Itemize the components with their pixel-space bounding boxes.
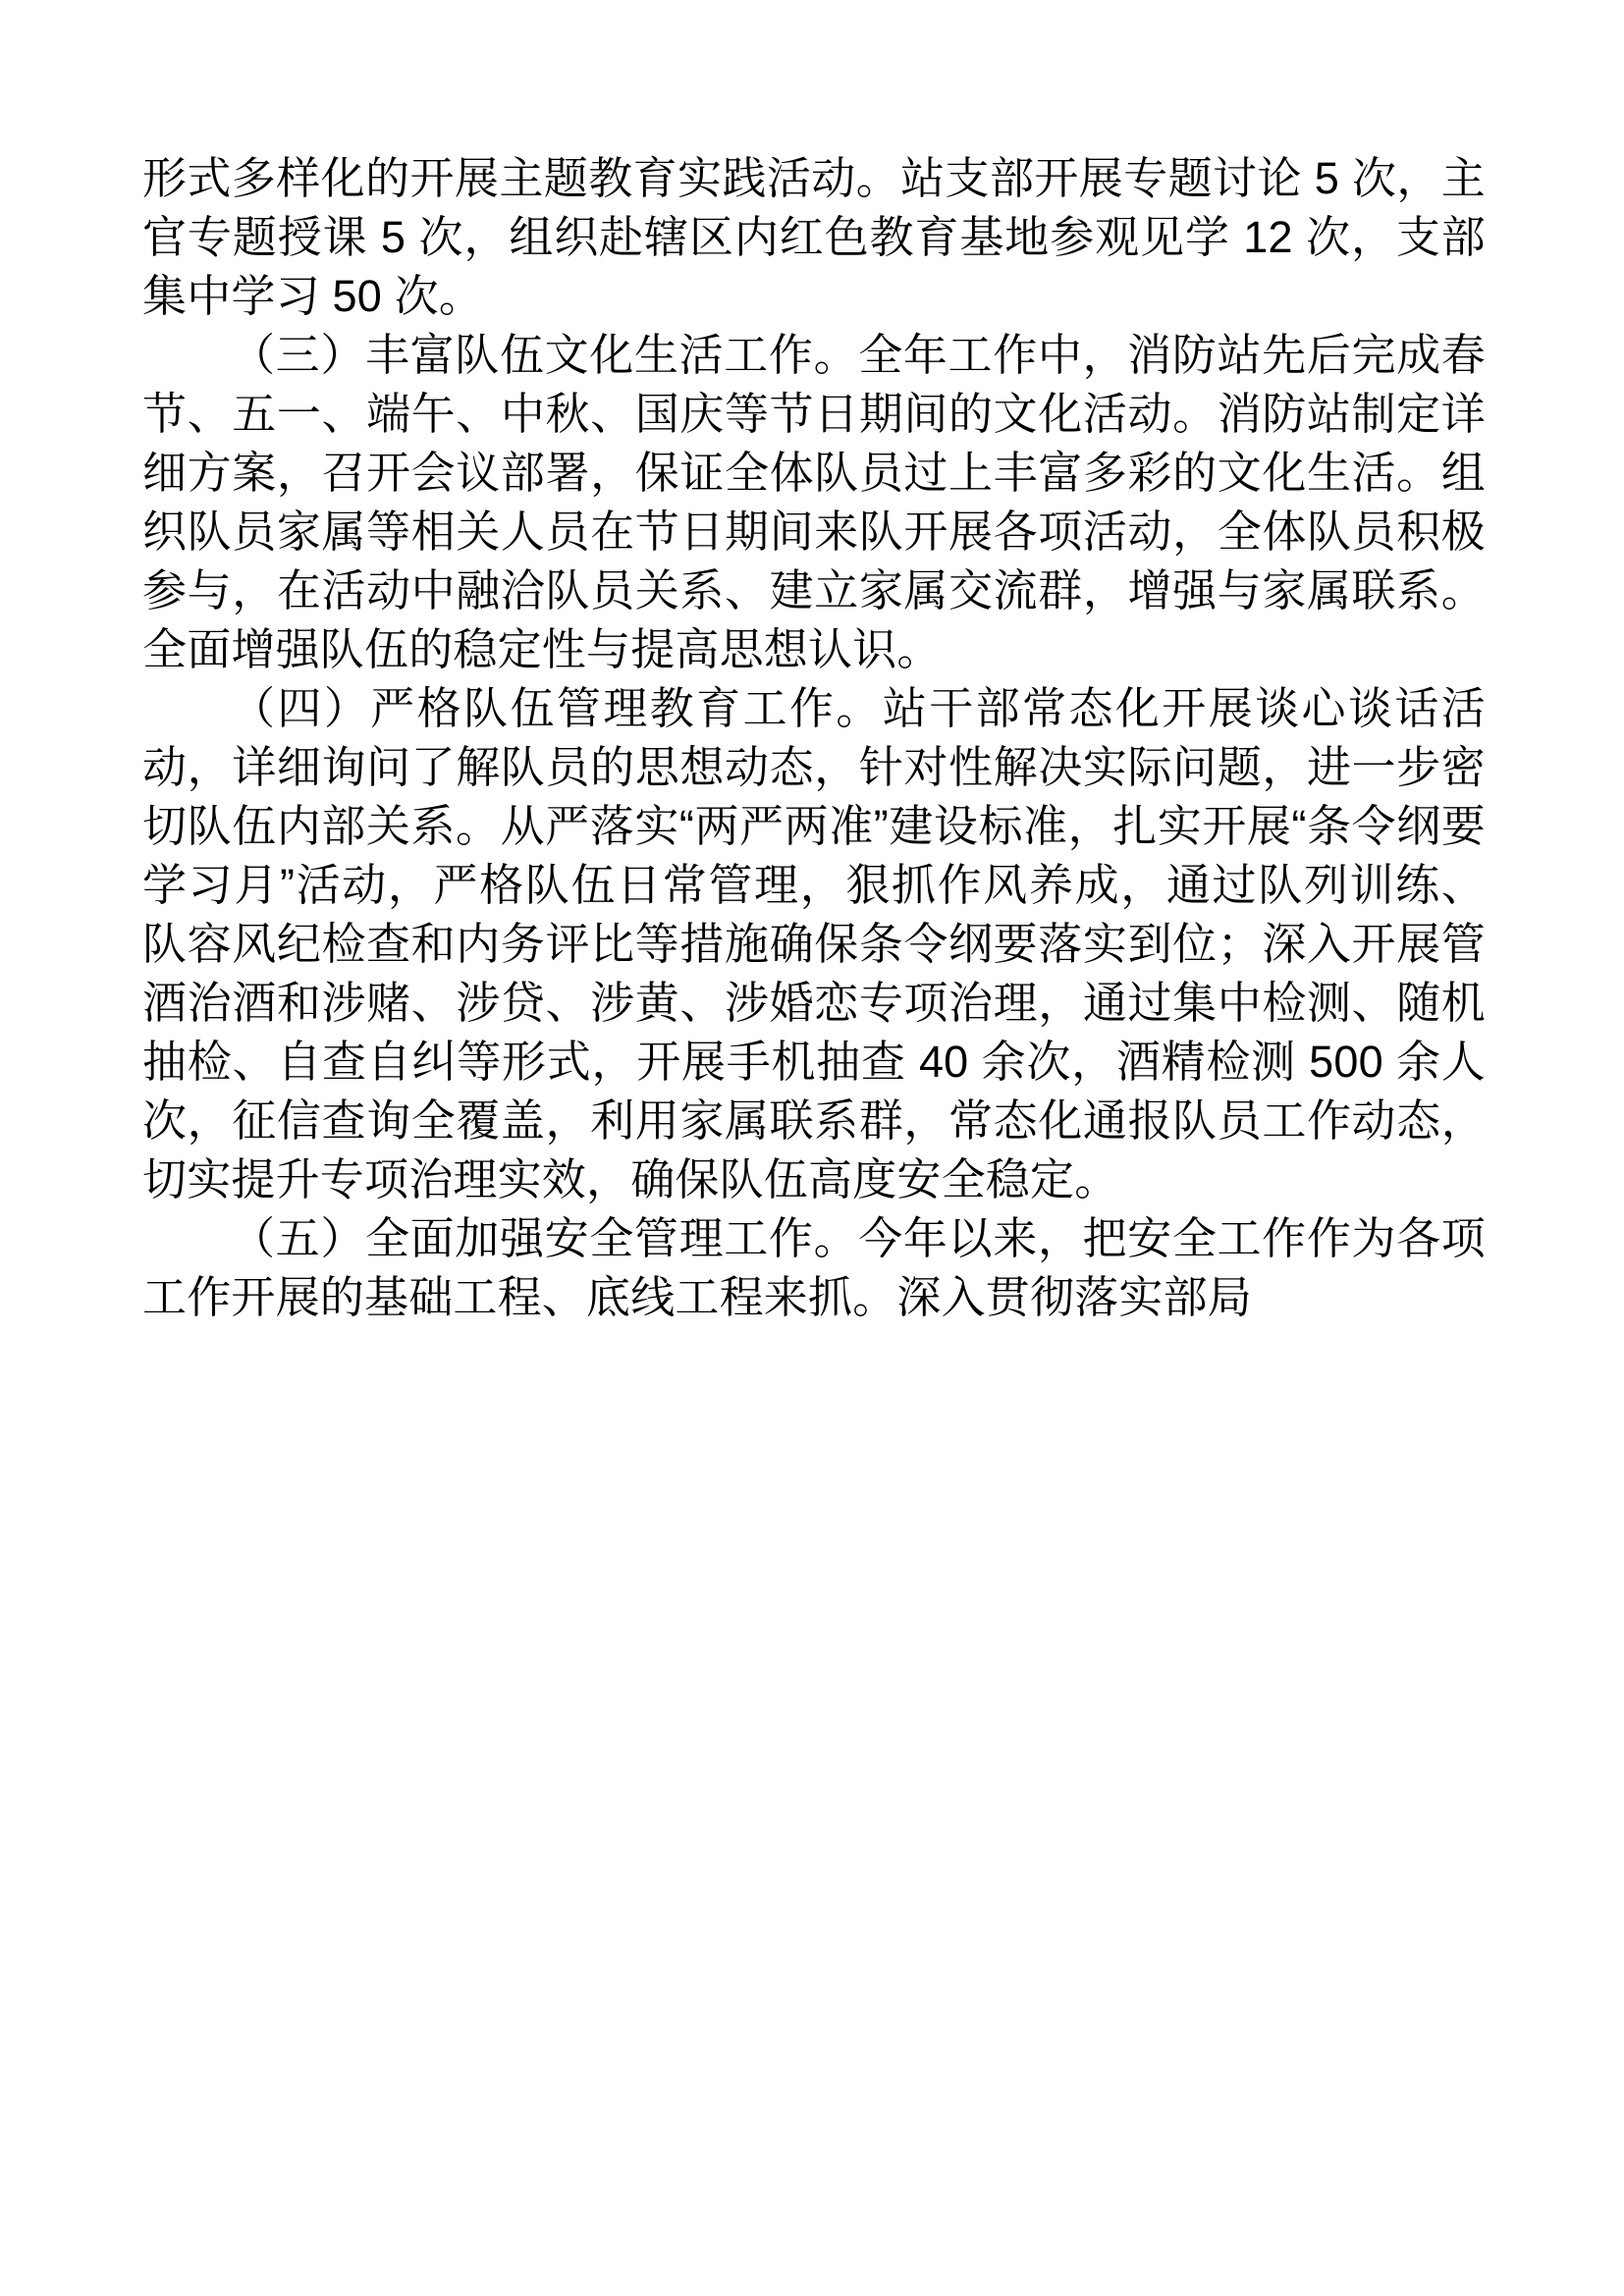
paragraph-continuation: 形式多样化的开展主题教育实践活动。站支部开展专题讨论 5 次，主官专题授课 5 次，组织赴辖区内红色教育基地参观见学 12 次，支部集中学习 50 次。: [142, 153, 1486, 321]
document-text-column: [142, 149, 1486, 1327]
paragraph-section-four: （四）严格队伍管理教育工作。站干部常态化开展谈心谈话活动，详细询问了解队员的思想动态，针对性解决实际问题，进一步密切队伍内部关系。从严落实“两严两准”建设标准，扎实开展“条令纲要学习月”活动，严格队伍日常管理，狠抓作风养成，通过队列训练、队容风纪检查和内务评比等措施确保条令纲要落实到位；深入开展管酒治酒和涉赌、涉贷、涉黄、涉婚恋专项治理，通过集中检测、随机抽检、自查自纠等形式，开展手机抽查 40 余次，酒精检测 500 余人次，征信查询全覆盖，利用家属联系群，常态化通报队员工作动态，切实提升专项治理实效，确保队伍高度安全稳定。: [142, 683, 1486, 1204]
paragraph-section-three: （三）丰富队伍文化生活工作。全年工作中，消防站先后完成春节、五一、端午、中秋、国庆等节日期间的文化活动。消防站制定详细方案，召开会议部署，保证全体队员过上丰富多彩的文化生活。组织队员家属等相关人员在节日期间来队开展各项活动，全体队员积极参与，在活动中融洽队员关系、建立家属交流群，增强与家属联系。全面增强队伍的稳定性与提高思想认识。: [142, 330, 1486, 674]
paragraph-section-five: （五）全面加强安全管理工作。今年以来，把安全工作作为各项工作开展的基础工程、底线工程来抓。深入贯彻落实部局: [142, 1213, 1486, 1322]
